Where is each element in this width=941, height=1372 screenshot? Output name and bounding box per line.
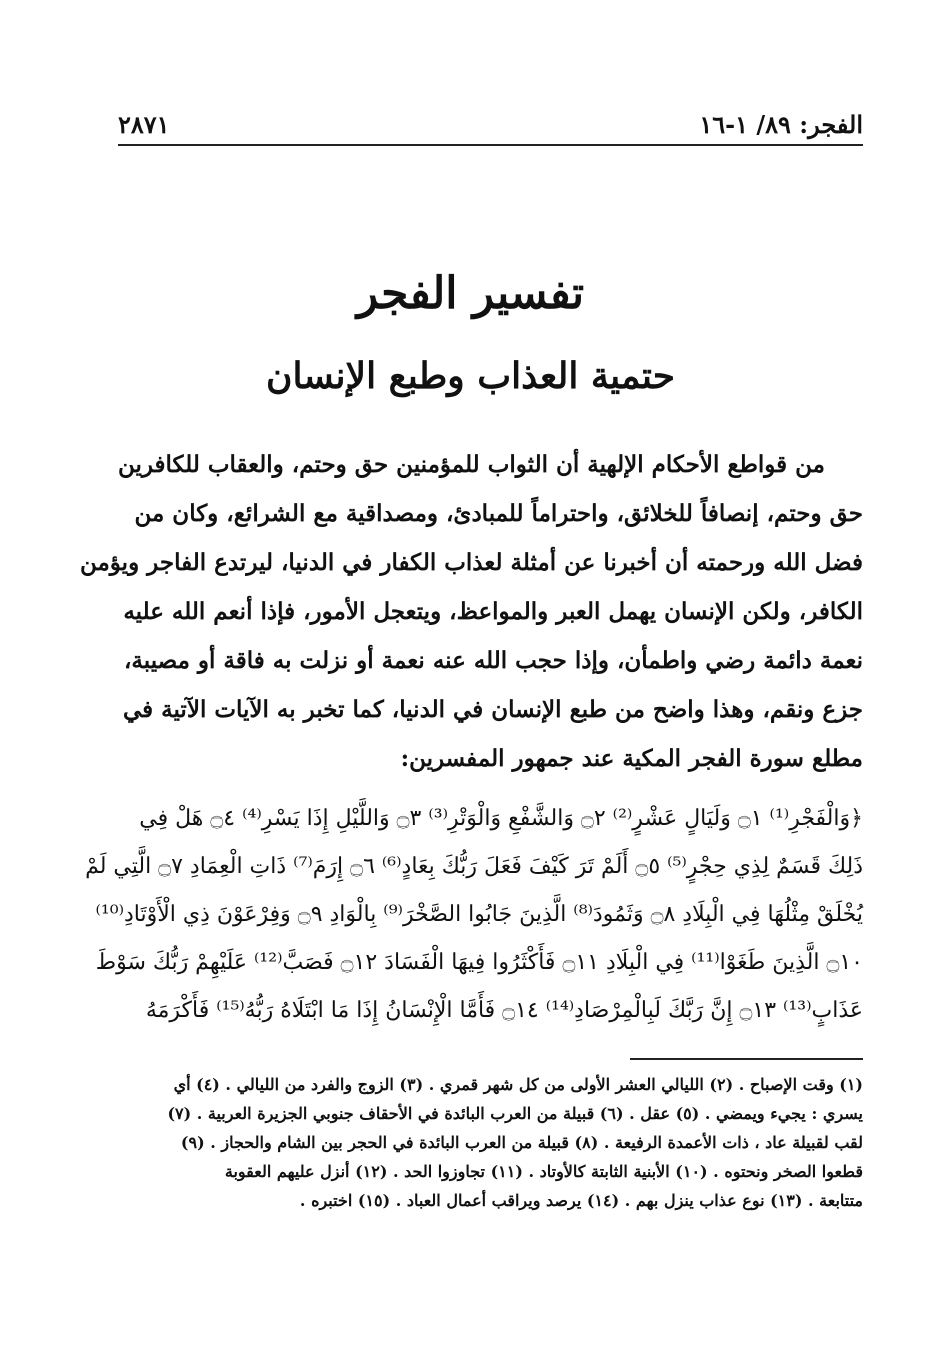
header-divider: [118, 144, 863, 146]
footnote-line: يسري : يجيء ويمضي . (٥) عقل . (٦) قبيلة من العرب البائدة في الأحقاف جنوبي الجزيرة العربية . (٧): [167, 1104, 863, 1123]
footnotes: [118, 1070, 863, 1215]
verse-line: ذَلِكَ قَسَمٌ لِذِي حِجْرٍ⁽⁵⁾ ۝٥ أَلَمْ تَرَ كَيْفَ فَعَلَ رَبُّكَ بِعَادٍ⁽⁶⁾ ۝٦ إِرَمَ⁽⁷⁾ ذَاتِ الْعِمَادِ ۝٧ الَّتِي لَمْ: [85, 854, 863, 879]
intro-paragraph: [79, 440, 863, 783]
verse-line: يُخْلَقْ مِثْلُهَا فِي الْبِلَادِ ۝٨ وَثَمُودَ⁽⁸⁾ الَّذِينَ جَابُوا الصَّخْرَ⁽⁹⁾ بِالْوَادِ ۝٩ وَفِرْعَوْنَ ذِي الْأَوْتَادِ⁽¹⁰⁾: [95, 902, 863, 927]
header-surah-title: الفجر: ٨٩/ ١-١٦: [699, 110, 863, 139]
footnote-line: لقب لقبيلة عاد ، ذات الأعمدة الرفيعة . (٨) قبيلة من العرب البائدة في الحجر بين الشام والحجاز . (٩): [180, 1133, 863, 1152]
page-title: تفسير الفجر: [356, 268, 585, 319]
footnote-line: (١) وقت الإصباح . (٢) الليالي العشر الأولى من كل شهر قمري . (٣) الزوج والفرد من الليالي . (٤) أي: [173, 1075, 863, 1094]
header-page-number: ٢٨٧١: [118, 110, 170, 139]
paragraph-line: حق وحتم، إنصافاً للخلائق، واحتراماً للمبادئ، ومصداقية مع الشرائع، وكان من: [134, 500, 863, 527]
running-header: [118, 108, 863, 146]
quran-verses: [85, 795, 863, 1035]
paragraph-line: فضل الله ورحمته أن أخبرنا عن أمثلة لعذاب الكفار في الدنيا، ليرتدع الفاجر ويؤمن: [79, 549, 863, 576]
paragraph-line: من قواطع الأحكام الإلهية أن الثواب للمؤمنين حق وحتم، والعقاب للكافرين: [117, 451, 825, 478]
paragraph-line: الكافر، ولكن الإنسان يهمل العبر والمواعظ، ويتعجل الأمور، فإذا أنعم الله عليه: [123, 598, 863, 625]
paragraph-line: جزع ونقم، وهذا واضح من طبع الإنسان في الدنيا، كما تخبر به الآيات الآتية في: [122, 696, 863, 723]
footnote-divider: [630, 1058, 863, 1060]
footnote-line: قطعوا الصخر ونحتوه . (١٠) الأبنية الثابتة كالأوتاد . (١١) تجاوزوا الحد . (١٢) أنزل عليهم العقوبة: [224, 1162, 863, 1181]
verse-line: ﴿وَالْفَجْرِ⁽¹⁾ ۝١ وَلَيَالٍ عَشْرٍ⁽²⁾ ۝٢ وَالشَّفْعِ وَالْوَتْرِ⁽³⁾ ۝٣ وَاللَّيْلِ إِذَا يَسْرِ⁽⁴⁾ ۝٤ هَلْ فِي: [139, 806, 863, 831]
section-title: حتمية العذاب وطبع الإنسان: [266, 355, 675, 397]
paragraph-line: نعمة دائمة رضي واطمأن، وإذا حجب الله عنه نعمة أو نزلت به فاقة أو مصيبة،: [124, 647, 863, 674]
footnote-line: متتابعة . (١٣) نوع عذاب ينزل بهم . (١٤) يرصد ويراقب أعمال العباد . (١٥) اختبره .: [299, 1191, 863, 1210]
verse-line: عَذَابٍ⁽¹³⁾ ۝١٣ إِنَّ رَبَّكَ لَبِالْمِرْصَادِ⁽¹⁴⁾ ۝١٤ فَأَمَّا الْإِنْسَانُ إِذَا مَا ابْتَلَاهُ رَبُّهُ⁽¹⁵⁾ فَأَكْرَمَهُ: [145, 998, 863, 1023]
paragraph-line: مطلع سورة الفجر المكية عند جمهور المفسرين:: [400, 745, 863, 772]
verse-line: ۝١٠ الَّذِينَ طَغَوْا⁽¹¹⁾ فِي الْبِلَادِ ۝١١ فَأَكْثَرُوا فِيهَا الْفَسَادَ ۝١٢ فَصَبَّ⁽¹²⁾ عَلَيْهِمْ رَبُّكَ سَوْطَ: [95, 950, 863, 975]
